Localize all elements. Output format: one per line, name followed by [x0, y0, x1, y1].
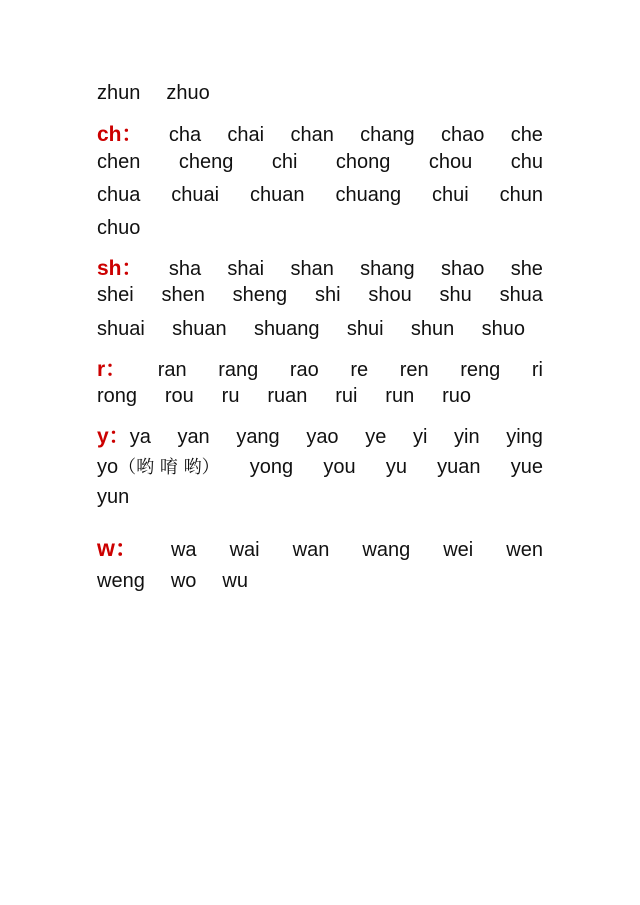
sh-line-2 [97, 284, 543, 307]
syllable: shi [314, 284, 341, 306]
syllable: wai [229, 539, 260, 561]
syllable: shei [97, 284, 134, 306]
y-line-3 [97, 486, 129, 509]
syllable: ran [157, 359, 187, 381]
syllable: chou [428, 151, 473, 173]
syllable: yong [249, 456, 294, 478]
syllable: yue [510, 456, 543, 478]
syllable: chen [97, 151, 141, 173]
syllable: chui [432, 184, 469, 206]
syllable: chong [335, 151, 391, 173]
syllable: rou [164, 385, 194, 407]
sh-line-1 [97, 252, 543, 282]
syllable: shang [360, 258, 415, 280]
syllable: ying [506, 426, 543, 448]
y-label-group [97, 420, 151, 450]
syllable: yin [454, 426, 480, 448]
syllable: cheng [178, 151, 234, 173]
initial-label-ch: ch： [97, 123, 143, 146]
initial-label-r: r： [97, 358, 127, 381]
syllable: rui [335, 385, 358, 407]
r-line-2 [97, 385, 471, 408]
syllable: yo [97, 456, 119, 478]
syllable: wo [170, 570, 197, 592]
ch-line-3 [97, 184, 543, 207]
zh-continuation-line [97, 82, 210, 105]
syllable: ri [531, 359, 543, 381]
r-line-1 [97, 353, 543, 383]
syllable: ruo [442, 385, 471, 407]
w-line-1 [97, 530, 543, 563]
syllable: chuang [335, 184, 402, 206]
syllable: shai [227, 258, 265, 280]
syllable: shui [346, 318, 384, 340]
syllable: yuan [437, 456, 481, 478]
syllable: chun [499, 184, 543, 206]
syllable: rang [218, 359, 259, 381]
chinese-characters-note: （哟 唷 哟） [118, 457, 220, 478]
syllable: shao [440, 258, 485, 280]
syllable: shuan [172, 318, 227, 340]
yo-group [97, 453, 220, 479]
y-line-1 [97, 420, 543, 450]
syllable: shan [290, 258, 334, 280]
syllable: ren [399, 359, 429, 381]
syllable: sha [168, 258, 202, 280]
syllable: ruan [267, 385, 308, 407]
initial-label-y: y： [97, 425, 130, 448]
syllable: wen [506, 539, 543, 561]
syllable: wa [170, 539, 197, 561]
syllable: chuo [97, 217, 141, 239]
syllable: yao [306, 426, 339, 448]
syllable: shen [161, 284, 205, 306]
syllable: chao [440, 124, 485, 146]
syllable: you [323, 456, 356, 478]
syllable: chang [360, 124, 415, 146]
syllable: shuo [481, 318, 525, 340]
syllable: ya [129, 426, 151, 448]
syllable: reng [460, 359, 501, 381]
syllable: chua [97, 184, 141, 206]
w-line-2 [97, 570, 248, 593]
initial-label-sh: sh： [97, 257, 143, 280]
syllable: yan [177, 426, 210, 448]
syllable: cha [168, 124, 202, 146]
syllable: che [510, 124, 543, 146]
syllable: zhun [97, 82, 141, 104]
syllable: shua [499, 284, 543, 306]
ch-line-1 [97, 118, 543, 148]
syllable: chuan [250, 184, 305, 206]
syllable: rao [289, 359, 319, 381]
syllable: wu [222, 570, 248, 592]
syllable: she [510, 258, 543, 280]
syllable: ru [221, 385, 240, 407]
syllable: chu [510, 151, 543, 173]
syllable: weng [97, 570, 145, 592]
syllable: ye [365, 426, 387, 448]
syllable: yu [385, 456, 407, 478]
syllable: shun [410, 318, 455, 340]
syllable: re [350, 359, 369, 381]
syllable: yang [236, 426, 280, 448]
syllable: yi [412, 426, 428, 448]
syllable: chai [227, 124, 265, 146]
sh-line-3 [97, 318, 525, 341]
syllable: sheng [232, 284, 288, 306]
syllable: shuai [97, 318, 145, 340]
syllable: yun [97, 486, 130, 508]
syllable: zhuo [166, 82, 210, 104]
initial-label-w: w： [97, 535, 138, 561]
syllable: chan [290, 124, 334, 146]
syllable: rong [97, 385, 138, 407]
ch-line-2 [97, 151, 543, 174]
syllable: shou [368, 284, 412, 306]
syllable: wang [362, 539, 411, 561]
y-line-2 [97, 453, 543, 479]
syllable: shuang [253, 318, 320, 340]
syllable: shu [439, 284, 472, 306]
syllable: wei [443, 539, 474, 561]
ch-line-4 [97, 217, 140, 240]
syllable: run [385, 385, 415, 407]
syllable: chuai [171, 184, 220, 206]
syllable: chi [271, 151, 298, 173]
syllable: wan [292, 539, 330, 561]
